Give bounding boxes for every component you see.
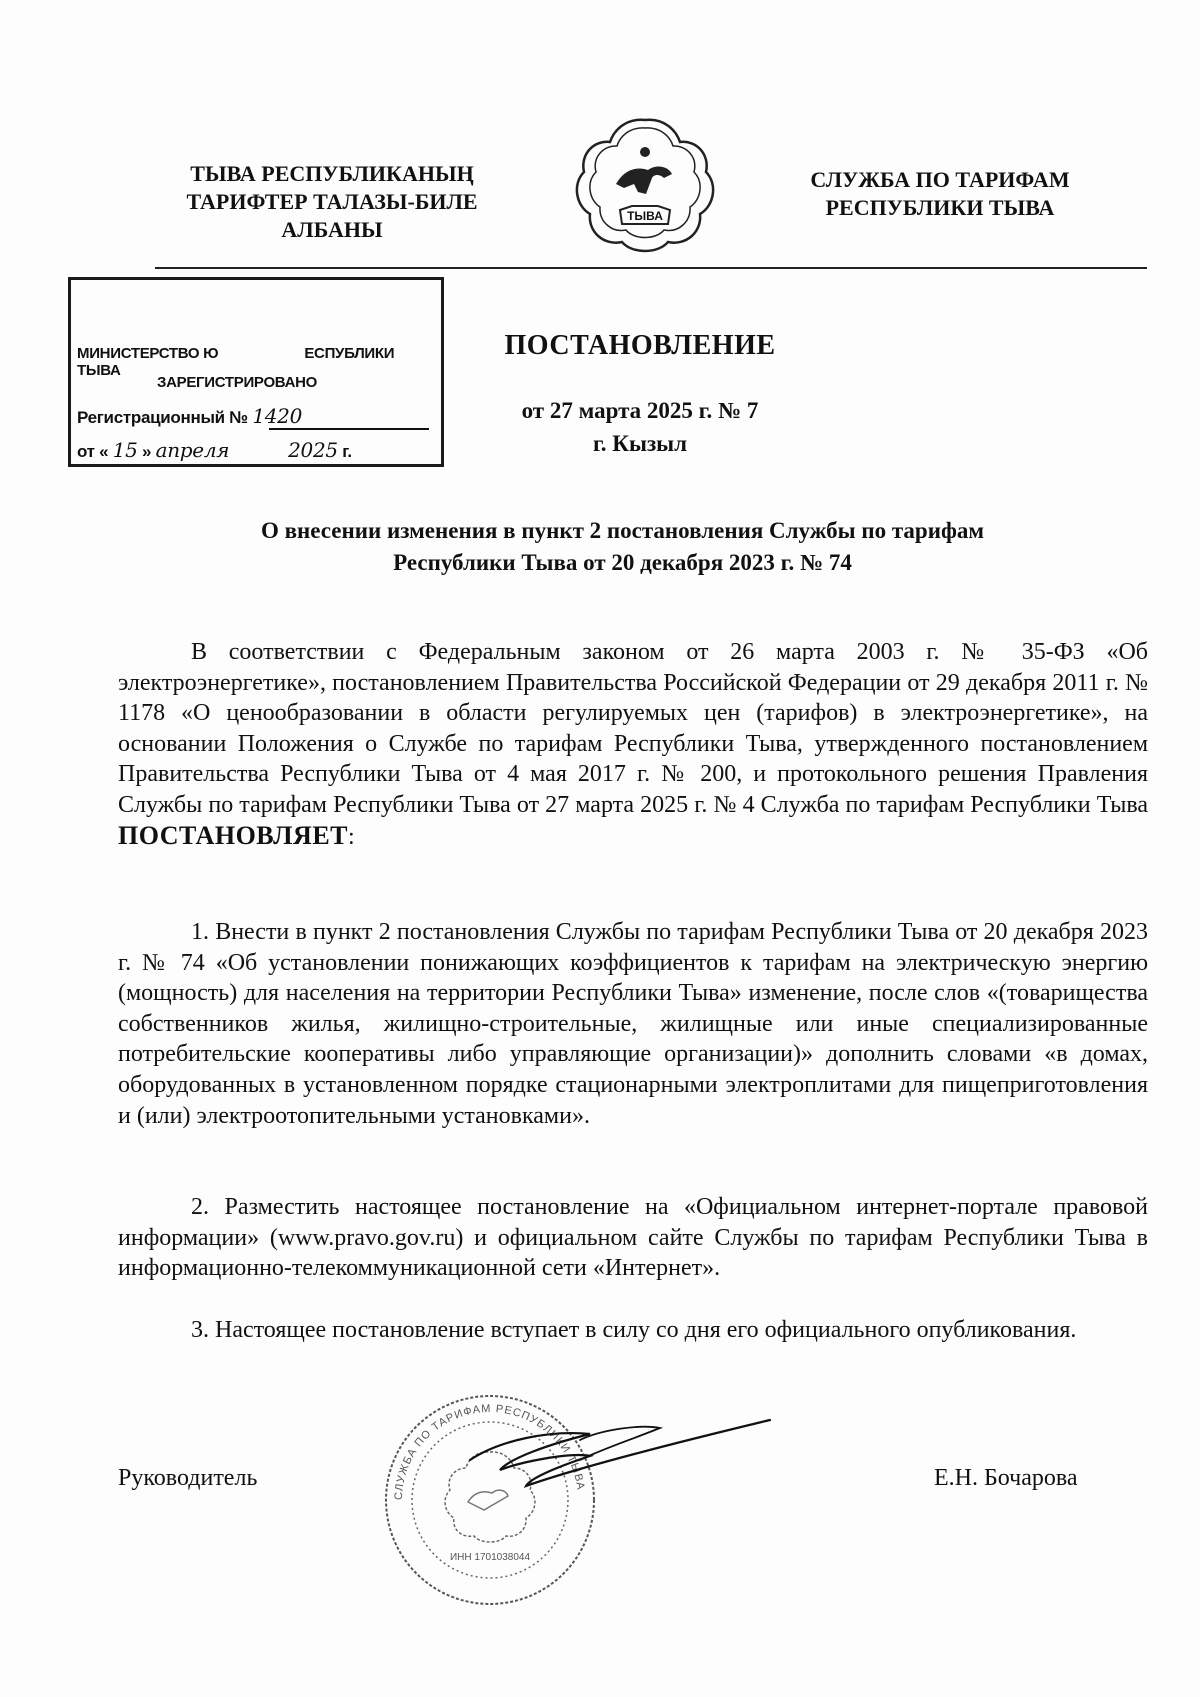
- header-right-line-1: СЛУЖБА ПО ТАРИФАМ: [810, 167, 1070, 192]
- document-subject: [120, 515, 1125, 579]
- stamp-reg-underline: [269, 428, 429, 430]
- stamp-month-sep: »: [142, 442, 152, 461]
- registration-stamp: [68, 277, 444, 467]
- item-2-text: 2. Разместить настоящее постановление на «Официальном интернет-портале правовой информации» (www.pravo.gov.ru) и официальном сайте Службы по тарифам Республики Тыва в информационно-телекоммуникационной сети «Интернет».: [118, 1194, 1148, 1282]
- document-date-block: [470, 394, 810, 460]
- preamble-text: В соответствии с Федеральным законом от 26 марта 2003 г. № 35-ФЗ «Об электроэнергетике», постановлением Правительства Российской Федерации от 29 декабря 2011 г. № 1178 «О ценообразовании в области регулируемых цен (тарифов) в электроэнергетике», на основании Положения о Службе по тарифам Республики Тыва, утвержденного постановлением Правительства Республики Тыва от 4 мая 2017 г. № 200, и протокольного решения Правления Службы по тарифам Республики Тыва от 27 марта 2025 г. № 4 Служба по тарифам Республики Тыва: [118, 639, 1148, 818]
- header-left-line-1: ТЫВА РЕСПУБЛИКАНЫҢ: [190, 161, 474, 186]
- stamp-reg-line: [77, 404, 302, 428]
- header-left-org: [152, 160, 512, 244]
- header-left-line-3: АЛБАНЫ: [281, 217, 383, 242]
- header-right-line-2: РЕСПУБЛИКИ ТЫВА: [825, 195, 1055, 220]
- subject-line-2: Республики Тыва от 20 декабря 2023 г. № 74: [393, 550, 852, 575]
- stamp-ministry-head: МИНИСТЕРСТВО Ю: [77, 345, 219, 362]
- stamp-ministry-tail: ЕСПУБЛИКИ ТЫВА: [77, 345, 395, 379]
- item-3-paragraph: [118, 1315, 1148, 1346]
- header-left-line-2: ТАРИФТЕР ТАЛАЗЫ-БИЛЕ: [186, 189, 478, 214]
- item-1-paragraph: [118, 917, 1148, 1131]
- item-3-text: 3. Настоящее постановление вступает в силу со дня его официального опубликования.: [191, 1317, 1077, 1343]
- stamp-year-suffix: г.: [342, 442, 352, 461]
- item-1-text: 1. Внести в пункт 2 постановления Службы по тарифам Республики Тыва от 20 декабря 2023 г. № 74 «Об установлении понижающих коэффициентов к тарифам на электрическую энергию (мощность) для населения на территории Республики Тыва» изменение, после слов «(товарищества собственников жилья, жилищно-строительные, жилищные или иные специализированные потребительские кооперативы либо управляющие организации)» дополнить словами «в домах, оборудованных в установленном порядке стационарными электроплитами для пищеприготовления и (или) электроотопительными установками».: [118, 919, 1148, 1129]
- preamble-paragraph: [118, 637, 1148, 852]
- subject-line-1: О внесении изменения в пункт 2 постановления Службы по тарифам: [260, 518, 985, 543]
- seal-inn: ИНН 1701038044: [449, 1552, 531, 1563]
- stamp-reg-number: 1420: [252, 404, 303, 428]
- stamp-registered: ЗАРЕГИСТРИРОВАНО: [157, 374, 318, 391]
- emblem-label: ТЫВА: [627, 209, 663, 223]
- stamp-day: 15: [112, 438, 138, 462]
- decree-word: ПОСТАНОВЛЯЕТ: [118, 820, 348, 850]
- signatory-role: Руководитель: [118, 1465, 258, 1491]
- signatory-name: Е.Н. Бочарова: [934, 1465, 1078, 1491]
- header-divider: [155, 267, 1147, 269]
- stamp-year: 2025: [288, 438, 338, 462]
- stamp-reg-label: Регистрационный №: [77, 408, 248, 427]
- document-city: г. Кызыл: [592, 431, 688, 456]
- stamp-month: апреля: [155, 438, 230, 462]
- decree-colon: :: [348, 823, 355, 850]
- seal-ring-text: СЛУЖБА ПО ТАРИФАМ РЕСПУБЛИКИ ТЫВА: [392, 1402, 587, 1501]
- stamp-from-label: от «: [77, 442, 109, 461]
- handwritten-signature: [430, 1400, 790, 1510]
- document-date: от 27 марта 2025 г. № 7: [521, 398, 759, 423]
- header-right-org: [790, 166, 1090, 222]
- item-2-paragraph: [118, 1192, 1148, 1284]
- coat-of-arms-emblem: [572, 114, 718, 256]
- stamp-date-line: [77, 438, 352, 462]
- document-type-title: ПОСТАНОВЛЕНИЕ: [504, 330, 776, 361]
